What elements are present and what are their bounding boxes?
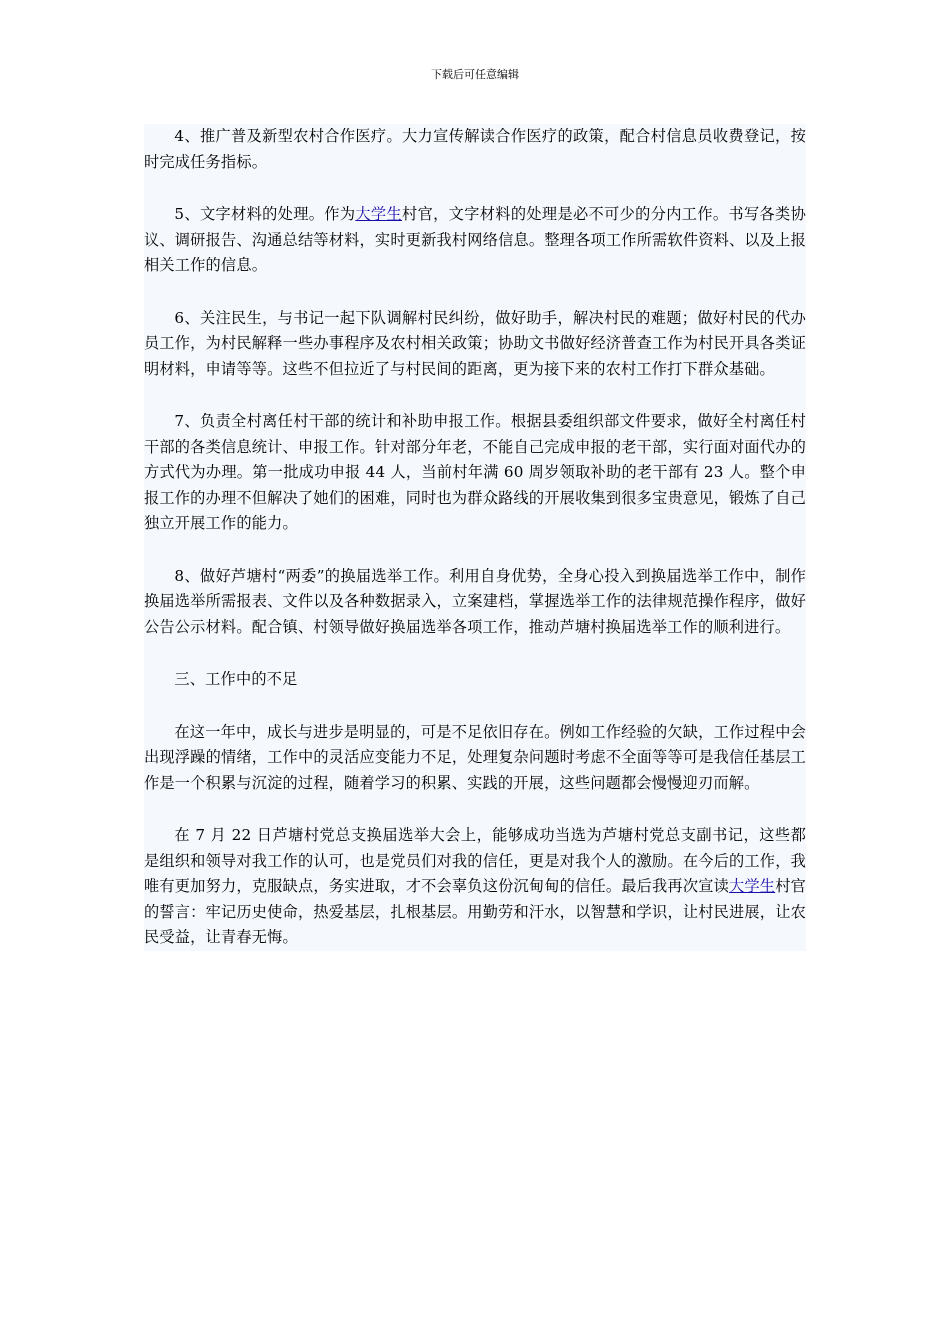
paragraph-shortcomings: 在这一年中，成长与进步是明显的，可是不足依旧存在。例如工作经验的欠缺，工作过程中会出现浮躁的情绪，工作中的灵活应变能力不足，处理复杂问题时考虑不全面等等可是我信任基层工作是一个积累与沉淀的过程，随着学习的积累、实践的开展，这些问题都会慢慢迎刃而解。 — [144, 722, 806, 792]
paragraph-8-election: 8、做好芦塘村“两委”的换届选举工作。利用自身优势，全身心投入到换届选举工作中，制作换届选举所需报表、文件以及各种数据录入，立案建档，掌握选举工作的法律规范操作程序，做好公告公示材料。配合镇、村领导做好换届选举各项工作，推动芦塘村换届选举工作的顺利进行。 — [144, 566, 806, 636]
conclusion-text-after: 村官的誓言：牢记历史使命，热爱基层，扎根基层。用勤劳和汗水，以智慧和学识，让村民进展，让农民受益，让青春无悔。 — [144, 877, 806, 946]
paragraph-7-retired-cadres: 7、负责全村离任村干部的统计和补助申报工作。根据县委组织部文件要求，做好全村离任村干部的各类信息统计、申报工作。针对部分年老，不能自己完成申报的老干部，实行面对面代办的方式代为办理。第一批成功申报 44 人，当前村年满 60 周岁领取补助的老干部有 23 人。整个申报工作的办理不但解决了她们的困难，同时也为群众路线的开展收集到很多宝贵意见，锻炼了自己独立开展工作的能力。 — [144, 412, 806, 532]
paragraph-5-text-after: 村官，文字材料的处理是必不可少的分内工作。书写各类协议、调研报告、沟通总结等材料，实时更新我村网络信息。整理各项工作所需软件资料、以及上报相关工作的信息。 — [144, 205, 806, 274]
page-header: 下载后可任意编辑 — [431, 68, 519, 81]
paragraph-5-documents — [144, 202, 806, 279]
paragraph-5-text-before: 5、文字材料的处理。作为 — [174, 205, 356, 223]
document-body — [144, 124, 806, 951]
college-student-link[interactable]: 大学生 — [355, 205, 403, 223]
paragraph-4-medical-care: 4、推广普及新型农村合作医疗。大力宣传解读合作医疗的政策，配合村信息员收费登记，按时完成任务指标。 — [144, 127, 806, 171]
conclusion-text-before: 在 7 月 22 日芦塘村党总支换届选举大会上，能够成功当选为芦塘村党总支副书记，这些都是组织和领导对我工作的认可，也是党员们对我的信任，更是对我个人的激励。在今后的工作，我唯有更加努力，克服缺点，务实进取，才不会辜负这份沉甸甸的信任。最后我再次宣读 — [144, 826, 806, 895]
college-student-link-2[interactable]: 大学生 — [729, 877, 776, 895]
paragraph-6-livelihood: 6、关注民生，与书记一起下队调解村民纠纷，做好助手，解决村民的难题；做好村民的代办员工作，为村民解释一些办事程序及农村相关政策；协助文书做好经济普查工作为村民开具各类证明材料，申请等等。这些不但拉近了与村民间的距离，更为接下来的农村工作打下群众基础。 — [144, 308, 806, 378]
paragraph-conclusion — [144, 823, 806, 951]
section-heading-shortcomings: 三、工作中的不足 — [174, 670, 298, 688]
